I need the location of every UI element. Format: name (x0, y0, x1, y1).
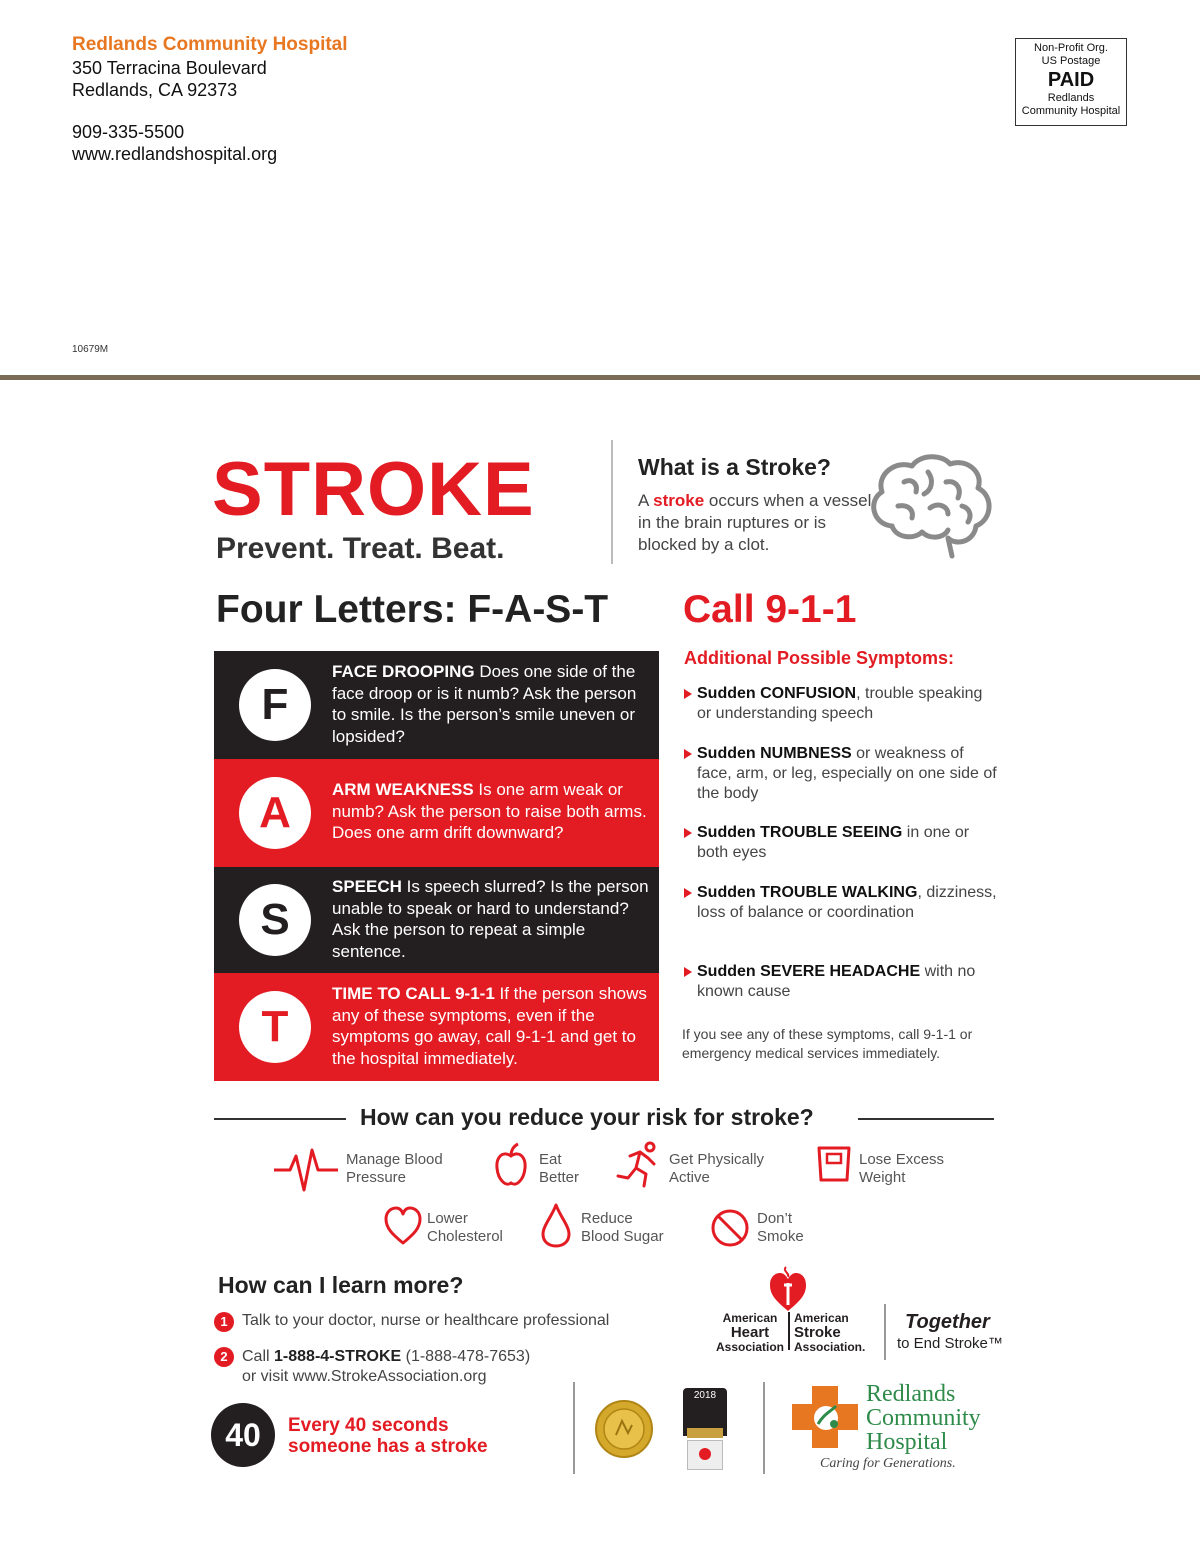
symptom-seeing: Sudden TROUBLE SEEING in one or both eyes (697, 824, 970, 861)
call-note: If you see any of these symptoms, call 9-1-1 or emergency medical services immediately. (682, 1026, 973, 1061)
stroke-word: stroke (653, 491, 705, 510)
risk-rule-right (858, 1118, 994, 1120)
rch-cross-logo-icon (790, 1384, 860, 1450)
get-with-the-guidelines-badge (683, 1388, 727, 1472)
return-website: www.redlandshospital.org (72, 144, 278, 164)
logo-divider-2 (763, 1382, 765, 1474)
postage-line1: Non-Profit Org. (1034, 42, 1108, 54)
fast-time-text: TIME TO CALL 9-1-1 If the person shows any of these symptoms, even if the symptoms go away, call 9-1-1 and get to the hospital immediately. (332, 984, 647, 1068)
forty-seconds-text: Every 40 seconds someone has a stroke (288, 1415, 488, 1457)
additional-symptoms-title: Additional Possible Symptoms: (684, 648, 955, 668)
gold-seal-icon (594, 1399, 654, 1459)
learn-item-2-website: or visit www.StrokeAssociation.org (242, 1368, 487, 1385)
what-is-stroke-text: A stroke occurs when a vessel in the brain ruptures or is blocked by a clot. (638, 491, 872, 554)
bullet-triangle-icon (684, 888, 692, 898)
fast-face-text: FACE DROOPING Does one side of the face droop or is it numb? Ask the person to smile. Is the person’s smile uneven or lopsided? (332, 662, 637, 746)
asa-logo-text: American Stroke Association. (794, 1311, 866, 1354)
risk-active-label: Get Physically Active (669, 1151, 765, 1186)
letter-t-circle: T (239, 991, 311, 1063)
brain-icon (862, 448, 998, 564)
risk-sugar-label: Reduce Blood Sugar (581, 1210, 664, 1245)
symptom-walking: Sudden TROUBLE WALKING, dizziness, loss of balance or coordination (697, 884, 997, 921)
rch-tagline: Caring for Generations. (820, 1456, 956, 1471)
return-phone: 909-335-5500 (72, 122, 185, 142)
learn-more-title: How can I learn more? (218, 1272, 464, 1298)
bullet-triangle-icon (684, 967, 692, 977)
logo-divider-1 (573, 1382, 575, 1474)
fast-row-speech (214, 867, 659, 973)
return-org-name: Redlands Community Hospital (72, 34, 348, 55)
letter-a-circle: A (239, 777, 311, 849)
apple-icon (494, 1142, 528, 1188)
step-1-badge: 1 (214, 1312, 234, 1332)
heart-icon (384, 1206, 422, 1246)
postage-paid: PAID (1047, 69, 1095, 91)
learn-item-1: Talk to your doctor, nurse or healthcare professional (242, 1312, 610, 1329)
bullet-triangle-icon (684, 689, 692, 699)
return-address-line1: 350 Terracina Boulevard (72, 58, 267, 78)
what-is-stroke-title: What is a Stroke? (638, 454, 831, 480)
gwtg-year: 2018 (693, 1390, 717, 1401)
postage-line2: US Postage (1041, 55, 1101, 67)
header-divider (611, 440, 613, 564)
rch-logo-text: Redlands Community Hospital (866, 1381, 981, 1455)
fast-row-time (214, 973, 659, 1081)
together-divider (884, 1304, 886, 1360)
bullet-triangle-icon (684, 749, 692, 759)
aha-asa-divider (788, 1312, 790, 1350)
risk-title: How can you reduce your risk for stroke? (360, 1104, 814, 1130)
symptom-headache: Sudden SEVERE HEADACHE with no known cause (697, 963, 976, 1000)
risk-weight-label: Lose Excess Weight (859, 1151, 945, 1186)
fold-divider (0, 375, 1200, 380)
stroke-subtitle: Prevent. Treat. Beat. (216, 532, 505, 565)
step-2-badge: 2 (214, 1347, 234, 1367)
aha-heart-torch-icon (768, 1265, 808, 1315)
letter-f-circle: F (239, 669, 311, 741)
risk-eat-label: Eat Better (539, 1151, 580, 1186)
fast-speech-text: SPEECH Is speech slurred? Is the person unable to speak or hard to understand? Ask the person to repeat a simple sentence. (332, 877, 649, 961)
postage-indicia (1015, 38, 1127, 126)
symptom-confusion: Sudden CONFUSION, trouble speaking or understanding speech (697, 685, 983, 722)
risk-rule-left (214, 1118, 346, 1120)
no-smoking-icon (710, 1208, 750, 1248)
symptom-numbness: Sudden NUMBNESS or weakness of face, arm, or leg, especially on one side of the body (697, 745, 997, 802)
risk-blood-pressure-label: Manage Blood Pressure (346, 1151, 443, 1186)
to-end-stroke-text: to End Stroke™ (897, 1335, 1003, 1352)
mail-code: 10679M (72, 344, 109, 355)
risk-smoke-label: Don’t Smoke (757, 1210, 804, 1245)
forty-seconds-badge: 40 (211, 1403, 275, 1467)
scale-icon (816, 1144, 852, 1184)
aha-logo-text: American Heart Association (715, 1311, 784, 1354)
fast-title: Four Letters: F-A-S-T (216, 588, 609, 631)
postage-line3: Redlands (1047, 92, 1095, 104)
letter-s-circle: S (239, 884, 311, 956)
risk-cholesterol-label: Lower Cholesterol (427, 1210, 503, 1245)
call-911-title: Call 9-1-1 (683, 588, 857, 631)
drop-icon (540, 1202, 572, 1248)
return-address-line2: Redlands, CA 92373 (72, 80, 238, 100)
fast-arm-text: ARM WEAKNESS Is one arm weak or numb? Ask the person to raise both arms. Does one arm drift downward? (332, 780, 647, 842)
stroke-title: STROKE (212, 447, 535, 532)
learn-item-2: Call 1-888-4-STROKE (1-888-478-7653) (242, 1348, 531, 1365)
together-text: Together (905, 1311, 990, 1333)
heartbeat-icon (272, 1144, 340, 1194)
runner-icon (616, 1140, 662, 1188)
fast-row-arm (214, 759, 659, 867)
fast-row-face (214, 651, 659, 759)
bullet-triangle-icon (684, 828, 692, 838)
postage-line4: Community Hospital (1021, 105, 1121, 117)
